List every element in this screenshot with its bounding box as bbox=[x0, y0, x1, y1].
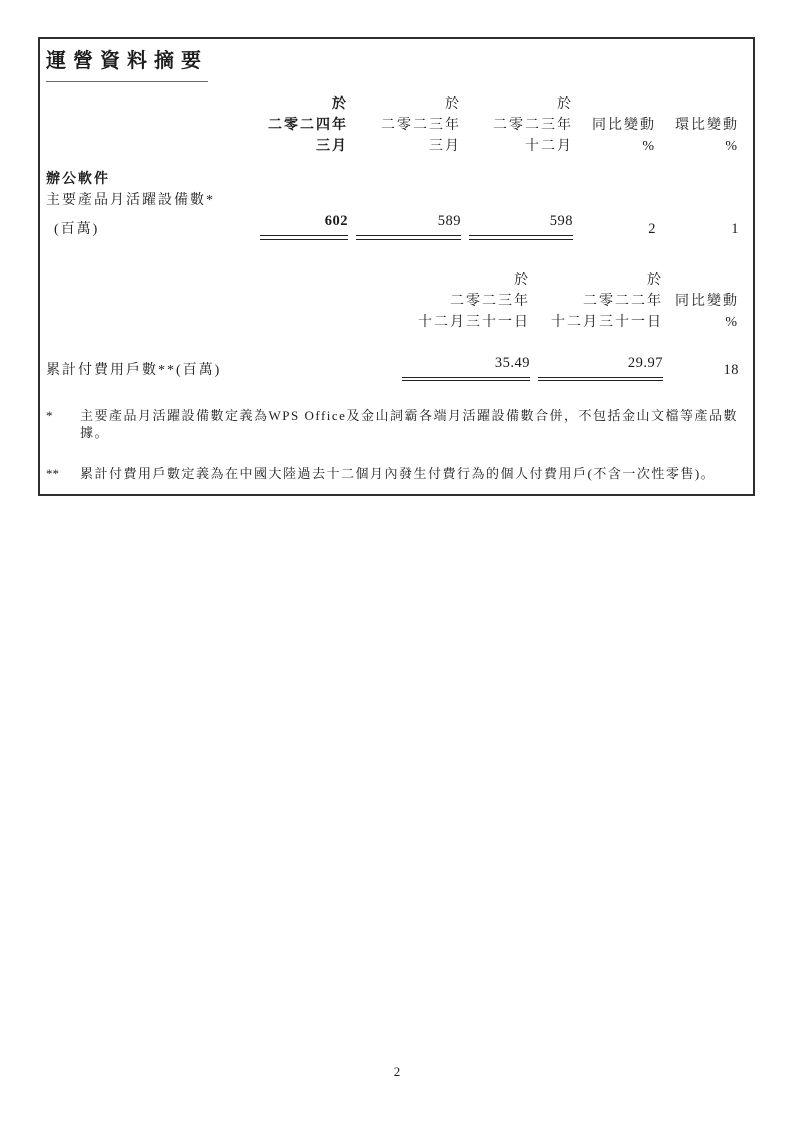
paying-users-label: 累計付費用戶數**(百萬) bbox=[46, 363, 222, 378]
double-rule bbox=[469, 235, 573, 240]
col1-period: 二零二四年 bbox=[268, 118, 348, 133]
double-rule bbox=[356, 235, 461, 240]
metric-label: 主要產品月活躍設備數* bbox=[46, 193, 215, 208]
footnote-text: 累計付費用戶數定義為在中國大陸過去十二個月內發生付費行為的個人付費用戶(不含一次性零售)。 bbox=[80, 466, 716, 481]
header-row-2 bbox=[46, 291, 739, 312]
value-2023-03: 589 bbox=[348, 211, 461, 240]
operating-summary-box bbox=[38, 37, 755, 496]
header-row-1 bbox=[46, 270, 739, 291]
section-title: 運營資料摘要 bbox=[46, 49, 208, 82]
col2-prefix: 於 bbox=[445, 97, 461, 112]
col2-period: 二零二三年 bbox=[381, 118, 461, 133]
page-number: 2 bbox=[393, 1064, 401, 1079]
double-rule bbox=[402, 377, 530, 382]
col3-month: 十二月 bbox=[525, 139, 573, 154]
value-yoy-change: 18 bbox=[723, 362, 739, 378]
col1-prefix: 於 bbox=[514, 272, 530, 288]
col3-unit: % bbox=[725, 314, 739, 330]
value-2023-12: 598 bbox=[461, 211, 573, 240]
header-row-3 bbox=[46, 312, 739, 333]
col2-date: 十二月三十一日 bbox=[551, 314, 663, 330]
value-2023-12-31: 35.49 bbox=[394, 333, 530, 382]
value-2022-12-31: 29.97 bbox=[530, 333, 663, 382]
col5-prefix bbox=[656, 94, 739, 115]
header-row-2 bbox=[46, 115, 739, 136]
col2-month: 三月 bbox=[429, 139, 461, 154]
header-row-1 bbox=[46, 94, 739, 115]
paying-users-row bbox=[46, 333, 739, 382]
header-spacer bbox=[46, 94, 252, 115]
col1-date: 十二月三十一日 bbox=[418, 314, 530, 330]
col3-label: 同比變動 bbox=[675, 293, 739, 309]
metric-label-row bbox=[46, 190, 739, 211]
col3-period: 二零二三年 bbox=[493, 118, 573, 133]
col1-month: 三月 bbox=[316, 139, 348, 154]
value-2024-03: 602 bbox=[252, 211, 348, 240]
footnote-1 bbox=[46, 407, 739, 441]
col4-prefix bbox=[573, 94, 656, 115]
value-qoq-change: 1 bbox=[731, 220, 739, 237]
col1-prefix: 於 bbox=[332, 97, 348, 112]
value-yoy-change: 2 bbox=[648, 220, 656, 237]
footnote-text: 主要產品月活躍設備數定義為WPS Office及金山詞霸各端月活躍設備數合併，不包括金山文檔等產品數據。 bbox=[80, 408, 738, 440]
footnote-marker: * bbox=[46, 408, 53, 423]
operating-data-table bbox=[46, 94, 739, 240]
footnote-2 bbox=[46, 465, 739, 482]
metric-unit: (百萬) bbox=[54, 221, 100, 237]
section-label: 辦公軟件 bbox=[46, 172, 110, 187]
col5-label: 環比變動 bbox=[675, 118, 739, 133]
col4-unit: % bbox=[642, 139, 656, 154]
col4-label: 同比變動 bbox=[592, 118, 656, 133]
double-rule bbox=[538, 377, 663, 382]
footnotes bbox=[46, 407, 739, 482]
footnote-marker: ** bbox=[46, 466, 59, 481]
col3-prefix: 於 bbox=[557, 97, 573, 112]
metric-value-row bbox=[46, 211, 739, 240]
double-rule bbox=[260, 235, 348, 240]
col2-prefix: 於 bbox=[647, 272, 663, 288]
col2-year: 二零二二年 bbox=[583, 293, 663, 309]
paying-users-table bbox=[46, 270, 739, 382]
section-row bbox=[46, 157, 739, 190]
col5-unit: % bbox=[725, 139, 739, 154]
header-row-3 bbox=[46, 136, 739, 157]
col1-year: 二零二三年 bbox=[450, 293, 530, 309]
